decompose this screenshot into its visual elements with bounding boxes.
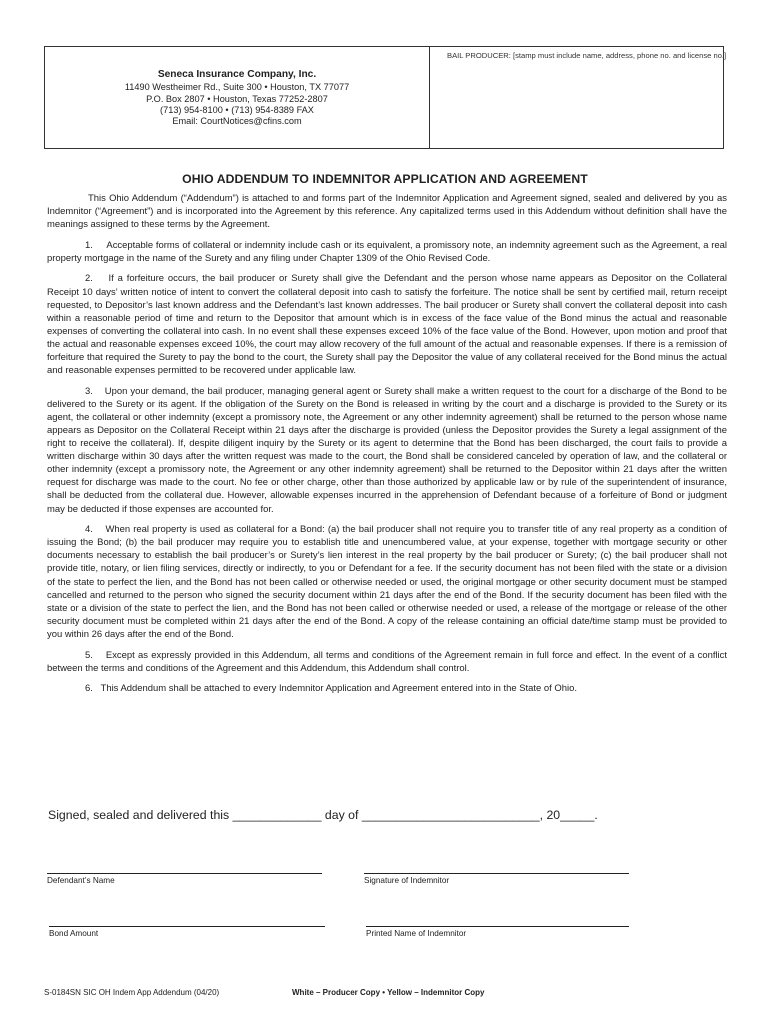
bail-producer-label: BAIL PRODUCER: [stamp must include name, address, phone no. and license no.] [447,51,727,60]
paragraph-1: 1. Acceptable forms of collateral or indemnity include cash or its equivalent, a promissory note, an indemnity agreement such as the Agreement, a real property mortgage in the name of the Surety and any filing under Chapter 1309 of the Ohio Revised Code. [47,239,727,264]
bond-amount-label: Bond Amount [49,929,99,938]
copy-distribution: White – Producer Copy • Yellow – Indemnitor Copy [292,988,485,997]
paragraph-5: 5. Except as expressly provided in this Addendum, all terms and conditions of the Agreement remain in full force and effect. In the event of a conflict between the terms and conditions of the Agreement and this Addendum, this Addendum shall control. [47,649,727,674]
bond-amount-line[interactable] [49,926,325,927]
defendant-name-label: Defendant’s Name [47,876,115,885]
paragraph-6: 6. This Addendum shall be attached to every Indemnitor Application and Agreement entered into in the State of Ohio. [85,683,577,695]
signed-sealed-line[interactable]: Signed, sealed and delivered this _____________ day of __________________________, 20_____. [48,808,598,822]
form-number: S-0184SN SIC OH Indem App Addendum (04/20) [44,988,220,997]
defendant-name-line[interactable] [47,873,322,874]
header-divider [429,47,430,148]
company-email: Email: CourtNotices@cfins.com [172,116,302,127]
header-box [44,46,727,149]
company-name: Seneca Insurance Company, Inc. [157,69,317,80]
company-address-line2: P.O. Box 2807 • Houston, Texas 77252-2807 [146,93,328,104]
document-title: OHIO ADDENDUM TO INDEMNITOR APPLICATION AND AGREEMENT [182,172,588,186]
paragraph-2: 2. If a forfeiture occurs, the bail producer or Surety shall give the Defendant and the person whose name appears as Depositor on the Collateral Receipt 10 days’ written notice of intent to convert the collateral deposit into cash to satisfy the forfeiture. The notice shall be sent by certified mail, return receipt requested, to Depositor’s last known address and the Defendant’s last known addresses. The bail producer or Surety shall convert the collateral deposit into cash within a reasonable period of time and return to the Depositor that amount which is in excess of the face value of the Bond minus the actual and reasonable expenses of converting the collateral into cash. In no event shall these expenses exceed 10% of the face value of the Bond. However, upon motion and proof that the actual and reasonable expenses exceed 10%, the court may allow recovery of the full amount of the actual and reasonable expenses. If there is a remission of forfeiture that required the Surety to pay the bond to the court, the Surety shall pay the Depositor the value of any collateral received for the Bond minus the actual and reasonable expenses permitted to be recovered under applicable law. [47,273,727,377]
printed-name-line[interactable] [366,926,629,927]
signature-indemnitor-line[interactable] [364,873,629,874]
paragraph-3: 3. Upon your demand, the bail producer, managing general agent or Surety shall make a written request to the court for a discharge of the Bond to be delivered to the Surety or its agent. If the obligation of the Surety on the Bond is released in writing by the court and a discharge is provided to the Surety or its agent, the collateral or other indemnity (except a promissory note, the Agreement or any other indemnity agreement) shall be returned to the person whose name appears as Depositor on the Collateral Receipt within 21 days after the discharge is provided (unless the Depositor provides the Surety a legal assignment of the right to receive the collateral). If, despite diligent inquiry by the Surety or its agent to determine that the Bond has been discharged, the court fails to provide a written discharge within 30 days after the written request was made to the court, the Bond shall be considered canceled by operation of law, and the collateral or other indemnity (except a promissory note, the Agreement or any other indemnity agreement) shall be returned to the Depositor within 21 days after the written request for discharge was made to the court. No fee or other charge, other than those authorized by applicable law or by rule of the superintendent of insurance, shall be deducted from the collateral due. However, allowable expenses incurred in the apprehension of Defendant because of a forfeiture of Bond or judgment may be deducted if those expenses are accounted for. [47,385,727,515]
signature-indemnitor-label: Signature of Indemnitor [364,876,450,885]
printed-name-label: Printed Name of Indemnitor [366,929,467,938]
company-block [45,69,429,127]
document-body [47,192,727,703]
paragraph-intro: This Ohio Addendum (“Addendum”) is attached to and forms part of the Indemnitor Application and Agreement signed, sealed and delivered by you as Indemnitor (“Agreement”) and is incorporated into the Agreement by this reference. Any capitalized terms used in this Addendum without definition shall have the meanings assigned to these terms by the Agreement. [47,193,727,231]
company-phone: (713) 954-8100 • (713) 954-8389 FAX [160,104,314,115]
paragraph-4: 4. When real property is used as collateral for a Bond: (a) the bail producer shall not require you to transfer title of any real property as a condition of issuing the Bond; (b) the bail producer may require you to establish title and unencumbered value, at your expense, together with mortgage security or other documents necessary to establish the bail producer’s or Surety’s lien interest in the real property by the bail producer or Surety; (c) the bail producer shall not provide title, notary, or lien filing services, directly or indirectly, to you or Defendant for a fee. If the security document has not been filed with the state or a division of the state to perfect the lien, and the Bond has not been called or otherwise needed or used, the original mortgage or other security document must be stamped cancelled and returned to the person who signed the security document within 21 days after the end of the Bond. If the security document has been filed with the state or a division of the state to perfect the lien, and the Bond has not been called or otherwise needed or used, a release of the mortgage or release of the other security document must be completed within 21 days after the end of the Bond. A copy of the release containing an official date/time stamp must be provided to you within 26 days after the end of the Bond. [47,524,727,640]
company-address-line1: 11490 Westheimer Rd., Suite 300 • Houston, TX 77077 [124,82,350,93]
